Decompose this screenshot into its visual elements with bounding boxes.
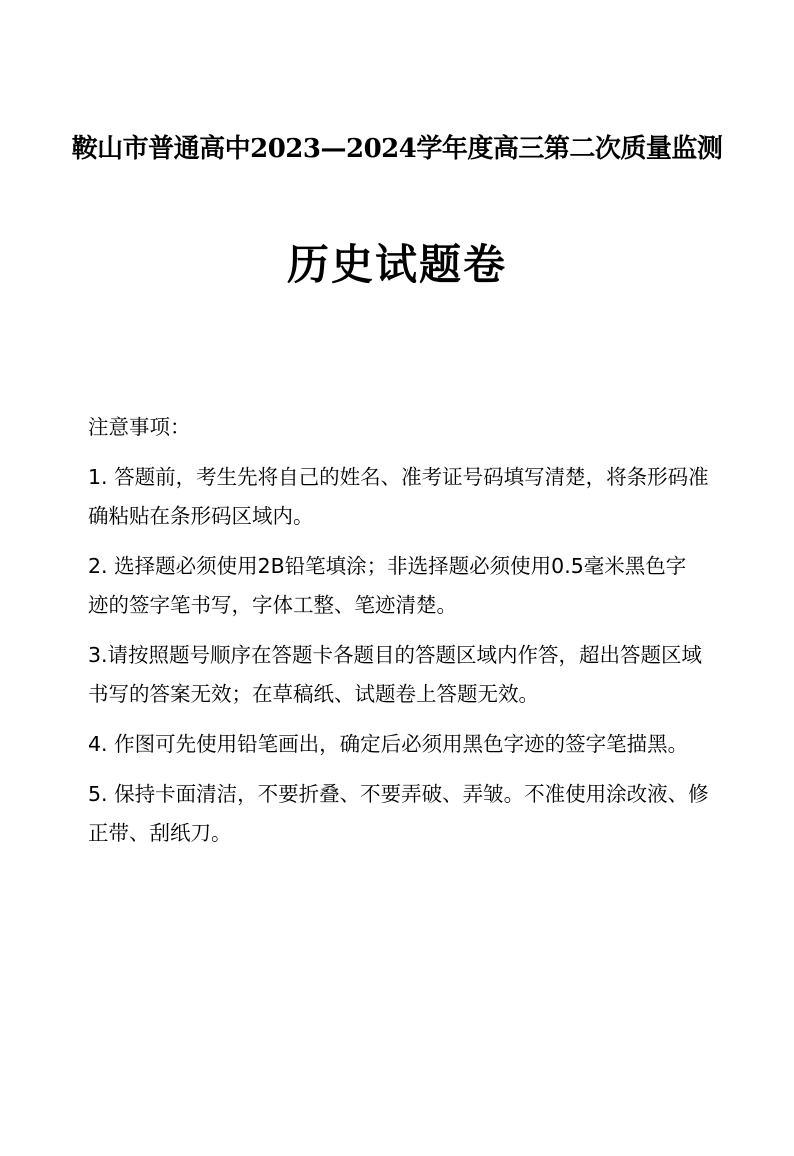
notice-item-4 xyxy=(88,725,748,764)
notice-item-1-line-2: 确粘贴在条形码区域内。 xyxy=(88,504,314,528)
notice-item-2 xyxy=(88,547,748,625)
notice-item-5 xyxy=(88,775,748,853)
notice-item-2-line-2: 迹的签字笔书写，字体工整、笔迹清楚。 xyxy=(88,593,457,617)
notice-item-1-line-1: 1. 答题前，考生先将自己的姓名、准考证号码填写清楚，将条形码准 xyxy=(88,465,709,489)
notice-section xyxy=(88,408,748,864)
notice-item-3 xyxy=(88,636,748,714)
notice-heading: 注意事项： xyxy=(88,415,191,439)
notice-item-2-line-1: 2. 选择题必须使用2B铅笔填涂；非选择题必须使用0.5毫米黑色字 xyxy=(88,554,687,578)
paper-title: 历史试题卷 xyxy=(286,240,507,289)
notice-item-5-line-2: 正带、刮纸刀。 xyxy=(88,821,232,845)
notice-item-1 xyxy=(88,458,748,536)
notice-item-3-line-1: 3.请按照题号顺序在答题卡各题目的答题区域内作答，超出答题区域 xyxy=(88,643,703,667)
exam-header: 鞍山市普通高中2023—2024学年度高三第二次质量监测 xyxy=(71,134,723,164)
notice-item-4-line-1: 4. 作图可先使用铅笔画出，确定后必须用黑色字迹的签字笔描黑。 xyxy=(88,732,689,756)
notice-item-5-line-1: 5. 保持卡面清洁，不要折叠、不要弄破、弄皱。不准使用涂改液、修 xyxy=(88,782,709,806)
notice-item-3-line-2: 书写的答案无效；在草稿纸、试题卷上答题无效。 xyxy=(88,682,539,706)
